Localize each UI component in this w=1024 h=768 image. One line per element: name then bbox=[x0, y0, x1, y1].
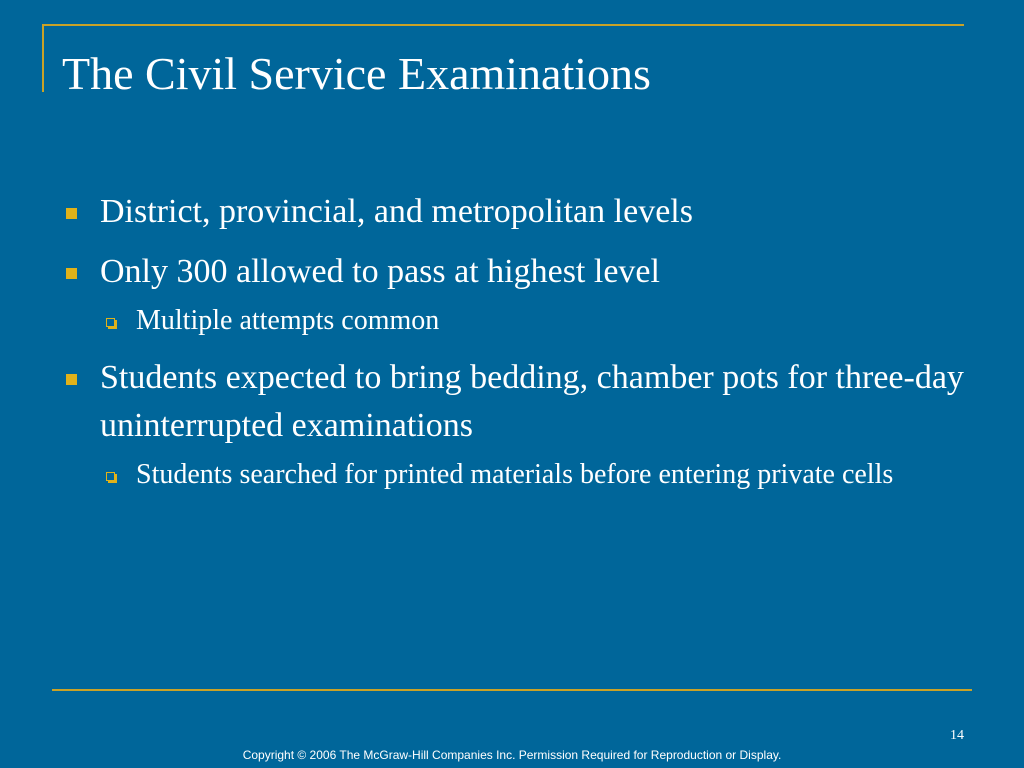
bullet-item bbox=[62, 248, 972, 296]
copyright-notice: Copyright © 2006 The McGraw-Hill Companies Inc. Permission Required for Reproduction or Display. bbox=[242, 748, 782, 762]
page-number: 14 bbox=[950, 728, 964, 743]
hollow-square-bullet-icon bbox=[106, 472, 115, 481]
bullet-item bbox=[62, 188, 972, 236]
sub-bullet-item bbox=[100, 454, 972, 496]
square-bullet-icon bbox=[66, 268, 77, 279]
frame-bottom-line bbox=[52, 689, 972, 691]
bullet-list bbox=[62, 188, 972, 508]
bullet-text: District, provincial, and metropolitan levels bbox=[100, 193, 693, 230]
square-bullet-icon bbox=[66, 374, 77, 385]
slide-title: The Civil Service Examinations bbox=[62, 48, 651, 99]
frame-left-line bbox=[42, 24, 44, 92]
sub-bullet-item bbox=[100, 300, 972, 342]
sub-bullet-text: Students searched for printed materials before entering private cells bbox=[136, 459, 894, 490]
bullet-text: Students expected to bring bedding, chamber pots for three-day uninterrupted examinations bbox=[100, 359, 964, 444]
bullet-item bbox=[62, 354, 972, 450]
hollow-square-bullet-icon bbox=[106, 318, 115, 327]
bullet-text: Only 300 allowed to pass at highest level bbox=[100, 253, 660, 290]
frame-top-line bbox=[42, 24, 964, 26]
sub-bullet-text: Multiple attempts common bbox=[136, 305, 440, 336]
square-bullet-icon bbox=[66, 208, 77, 219]
